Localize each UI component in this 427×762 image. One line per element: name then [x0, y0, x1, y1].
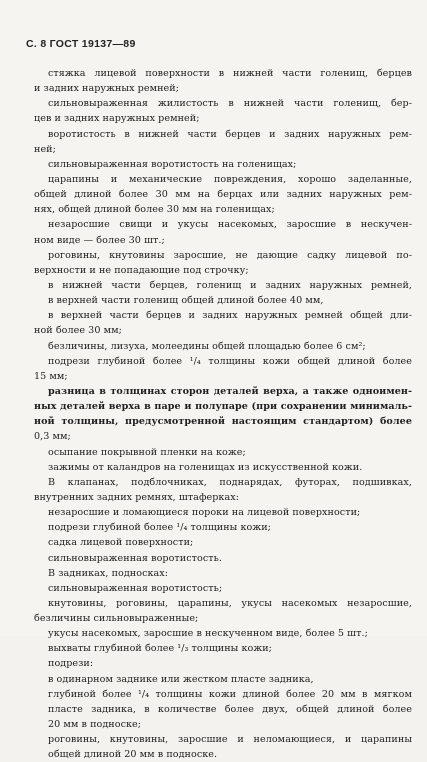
- text-line: в нижней части берцев, голенищ и задних наружных ремней,: [48, 279, 412, 291]
- text-line: В клапанах, подблочниках, поднарядах, футорах, подшивках,: [48, 476, 412, 488]
- document-body: [36, 66, 412, 762]
- text-line: 0,3 мм;: [34, 431, 71, 443]
- text-line: осыпание покрывной пленки на коже;: [48, 446, 246, 458]
- text-line: стяжка лицевой поверхности в нижней части голенищ, берцев: [48, 68, 412, 79]
- text-line: в верхней части голенищ общей длиной более 40 мм,: [48, 295, 324, 307]
- text-line: в верхней части берцев и задних наружных ремней общей дли-: [48, 310, 412, 322]
- text-line: общей длиной более 30 мм на берцах или задних наружных рем-: [34, 189, 412, 201]
- text-line: подрези глубиной более ¹/₄ толщины кожи общей длиной более: [48, 355, 412, 367]
- text-line: нях, общей длиной более 30 мм на голенищах;: [34, 204, 275, 216]
- text-line: садка лицевой поверхности;: [48, 537, 194, 549]
- text-line: безличины сильновыраженные;: [34, 613, 199, 625]
- text-line: верхности и не попадающие под строчку;: [34, 264, 249, 276]
- text-line: сильновыраженная воротистость.: [48, 552, 222, 564]
- text-line: внутренних задних ремнях, штаферках:: [34, 491, 239, 503]
- text-line: незаросшие свищи и укусы насекомых, заросшие в нескучен-: [48, 219, 412, 231]
- text-line: воротистость в нижней части берцев и задних наружных рем-: [48, 128, 412, 140]
- text-line: незаросшие и ломающиеся пороки на лицевой поверхности;: [48, 507, 361, 519]
- text-line: ной толщины, предусмотренной настоящим стандартом) более: [34, 416, 412, 428]
- text-line: сильновыраженная жилистость в нижней части голенищ, бер-: [48, 98, 412, 110]
- text-line: ных деталей верха в паре и полупаре (при сохранении минималь-: [34, 401, 412, 413]
- text-line: ней;: [34, 143, 56, 155]
- text-line: роговины, кнутовины заросшие, не дающие садку лицевой по-: [48, 249, 412, 261]
- text-line: пласте задника, в количестве более двух, общей длиной более: [48, 703, 412, 715]
- text-line: и задних наружных ремней;: [34, 83, 179, 95]
- text-line: сильновыраженная воротистость;: [48, 582, 223, 594]
- page-header: С. 8 ГОСТ 19137—89: [26, 38, 136, 50]
- text-line: сильновыраженная воротистость на голенищах;: [48, 158, 297, 170]
- text-line: кнутовины, роговины, царапины, укусы насекомых незаросшие,: [48, 597, 412, 609]
- text-line: подрези глубиной более ¹/₄ толщины кожи;: [48, 522, 271, 534]
- text-line: безличины, лизуха, молеедины общей площадью более 6 см²;: [48, 340, 366, 352]
- text-line: роговины, кнутовины, заросшие и неломающиеся, и царапины: [48, 734, 412, 746]
- text-line: разница в толщинах сторон деталей верха, а также одноимен-: [48, 385, 412, 397]
- text-line: В задниках, подносках:: [48, 567, 169, 579]
- text-line: общей длиной 20 мм в подноске.: [48, 749, 218, 761]
- text-line: 20 мм в подноске;: [48, 719, 142, 731]
- text-line: зажимы от каландров на голенищах из искусственной кожи.: [48, 461, 363, 473]
- text-line: ной более 30 мм;: [34, 325, 122, 337]
- text-line: подрези:: [48, 658, 94, 670]
- text-line: ном виде — более 30 шт.;: [34, 234, 165, 246]
- text-line: 15 мм;: [34, 370, 68, 382]
- text-line: цев и задних наружных ремней;: [34, 113, 200, 125]
- text-line: выхваты глубиной более ¹/₃ толщины кожи;: [48, 643, 272, 655]
- text-line: глубиной более ¹/₄ толщины кожи длиной более 20 мм в мягком: [48, 688, 412, 700]
- text-line: царапины и механические повреждения, хорошо заделанные,: [48, 173, 412, 185]
- text-line: в одинарном заднике или жестком пласте задника,: [48, 673, 314, 685]
- text-line: укусы насекомых, заросшие в нескученном виде, более 5 шт.;: [48, 628, 368, 640]
